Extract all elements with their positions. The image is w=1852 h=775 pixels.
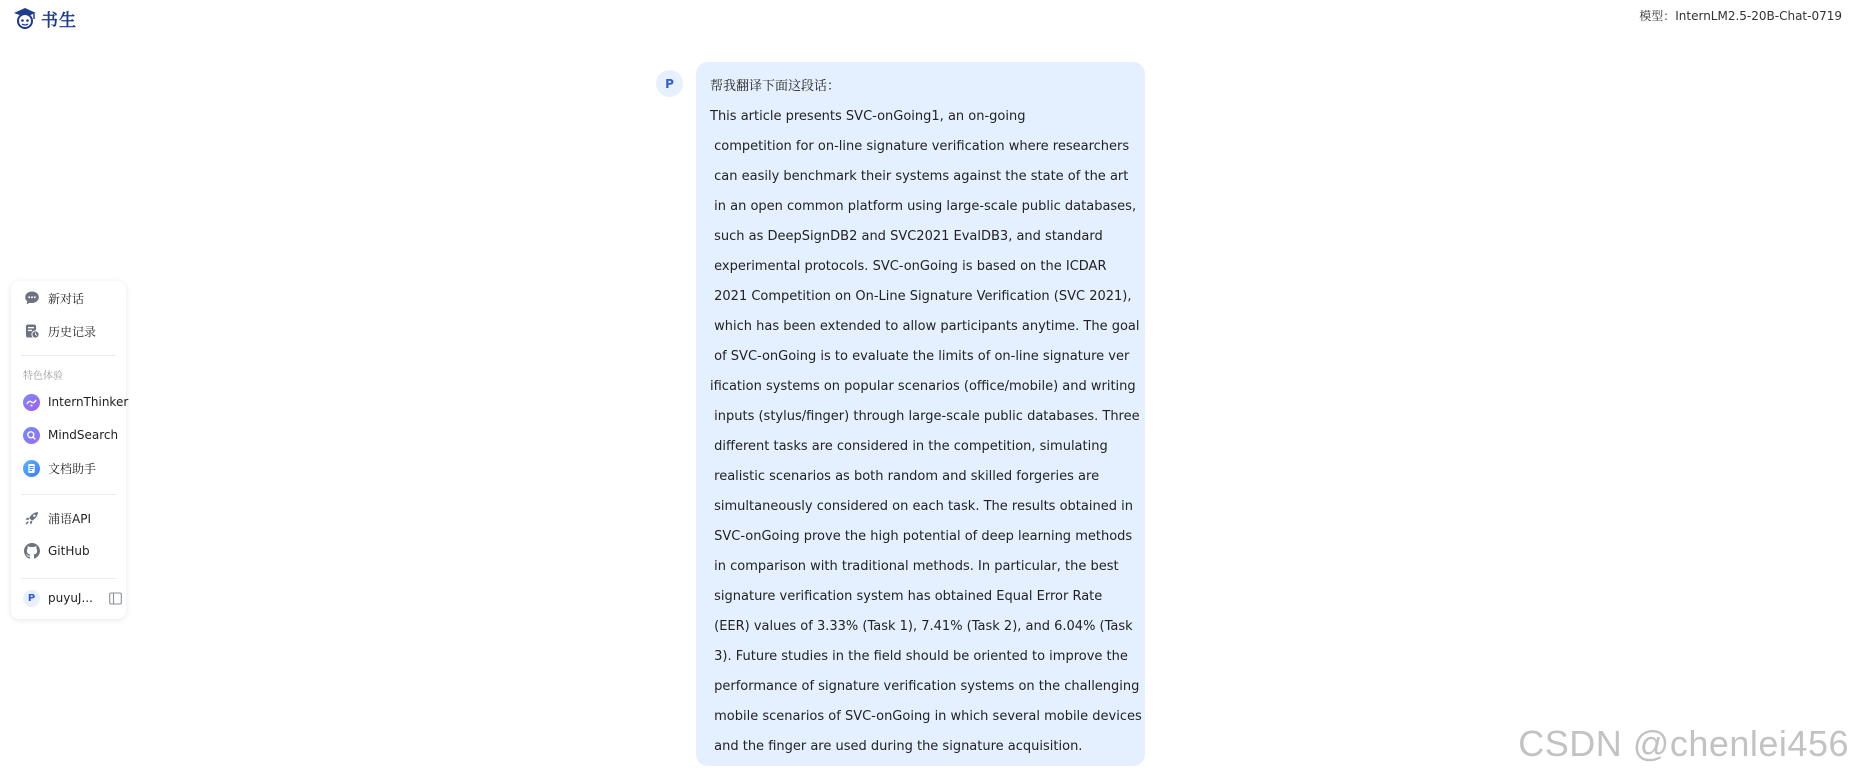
sidebar-user-profile[interactable] (23, 586, 122, 610)
brand-logo[interactable] (12, 5, 77, 31)
thinker-icon (23, 394, 40, 411)
message-line: competition for on-line signature verification where researchers (710, 139, 1130, 154)
history-icon (23, 323, 40, 340)
message-line: such as DeepSignDB2 and SVC2021 EvalDB3, and standard (710, 229, 1103, 244)
sidebar-item-label: 文档助手 (48, 461, 97, 476)
user-message-bubble (696, 62, 1145, 766)
message-line: 2021 Competition on On-Line Signature Verification (SVC 2021), (710, 289, 1132, 304)
message-line: This article presents SVC-onGoing1, an on-going (710, 109, 1026, 124)
sidebar-item-label: GitHub (48, 544, 90, 558)
message-line: mobile scenarios of SVC-onGoing in which several mobile devices (710, 709, 1142, 724)
message-line: signature verification system has obtained Equal Error Rate (710, 589, 1103, 604)
sidebar-item-puyu-api[interactable] (23, 506, 122, 530)
sidebar-item-label: InternThinker (48, 395, 129, 409)
brand-name: 书生 (41, 10, 77, 31)
user-message-avatar: P (656, 70, 683, 97)
mindsearch-icon (23, 427, 40, 444)
sidebar-item-label: MindSearch (48, 428, 119, 442)
message-line: different tasks are considered in the competition, simulating (710, 439, 1108, 454)
message-line: SVC-onGoing prove the high potential of deep learning methods (710, 529, 1133, 544)
sidebar (11, 281, 129, 619)
sidebar-item-label: 历史记录 (48, 324, 97, 339)
message-line: ification systems on popular scenarios (office/mobile) and writing (710, 379, 1136, 394)
user-avatar: P (23, 590, 40, 607)
message-line: performance of signature verification systems on the challenging (710, 679, 1140, 694)
message-line: which has been extended to allow participants anytime. The goal (710, 319, 1140, 334)
sidebar-divider (21, 355, 116, 356)
message-line: 3). Future studies in the field should be oriented to improve the (710, 649, 1128, 664)
message-line: inputs (stylus/finger) through large-scale public databases. Three (710, 409, 1140, 424)
sidebar-divider (21, 578, 116, 579)
model-label[interactable]: 模型：InternLM2.5-20B-Chat-0719 (1639, 9, 1842, 23)
sidebar-item-history[interactable] (23, 319, 122, 343)
message-body (710, 102, 1142, 762)
message-line: (EER) values of 3.33% (Task 1), 7.41% (Task 2), and 6.04% (Task (710, 619, 1133, 634)
rocket-icon (23, 510, 40, 527)
sidebar-item-label: 浦语API (48, 511, 91, 526)
sidebar-item-document-assistant[interactable] (23, 456, 122, 480)
message-line: and the finger are used during the signature acquisition. (710, 739, 1083, 754)
scholar-mascot-icon (12, 5, 38, 31)
message-line: realistic scenarios as both random and skilled forgeries are (710, 469, 1100, 484)
sidebar-item-internthinker[interactable] (23, 390, 129, 414)
message-line: can easily benchmark their systems against the state of the art (710, 169, 1129, 184)
sidebar-item-github[interactable] (23, 539, 122, 563)
message-line: of SVC-onGoing is to evaluate the limits of on-line signature ver (710, 349, 1130, 364)
user-name: puyuJ... (48, 591, 93, 605)
sidebar-section-title: 特色体验 (23, 371, 63, 382)
message-title: 帮我翻译下面这段话： (710, 79, 841, 94)
message-line: experimental protocols. SVC-onGoing is based on the ICDAR (710, 259, 1107, 274)
message-line: in an open common platform using large-scale public databases, (710, 199, 1137, 214)
sidebar-item-label: 新对话 (48, 291, 85, 306)
document-icon (23, 460, 40, 477)
github-icon (23, 543, 40, 560)
csdn-watermark: CSDN @chenlei456 (1518, 723, 1849, 764)
collapse-sidebar-icon[interactable] (108, 591, 122, 605)
sidebar-item-mindsearch[interactable] (23, 423, 122, 447)
message-line: simultaneously considered on each task. The results obtained in (710, 499, 1133, 514)
sidebar-divider (21, 494, 116, 495)
chat-bubble-icon (23, 290, 40, 307)
sidebar-item-new-chat[interactable] (23, 286, 122, 310)
message-line: in comparison with traditional methods. In particular, the best (710, 559, 1119, 574)
